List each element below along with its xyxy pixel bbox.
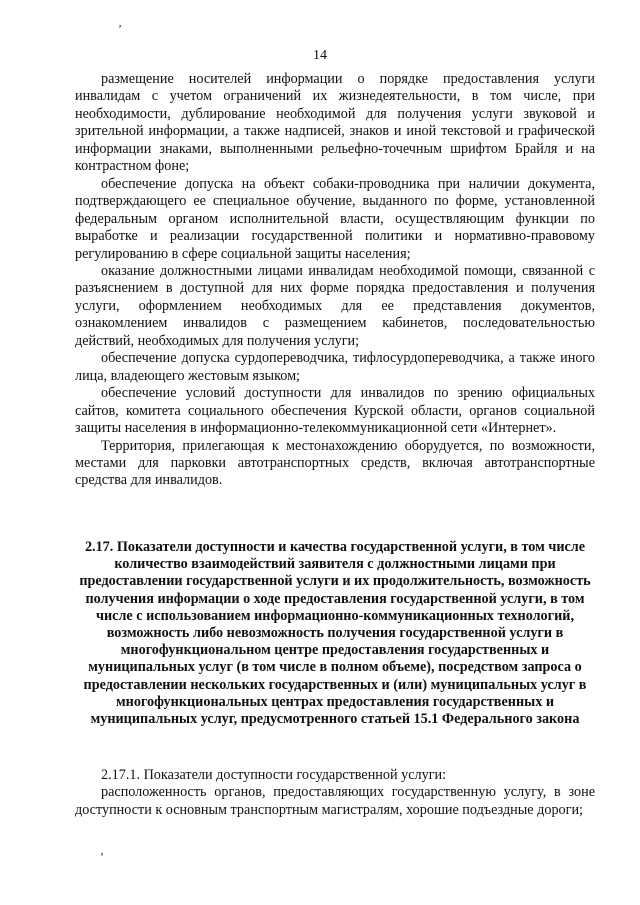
paragraph-assistance: оказание должностными лицами инвалидам необходимой помощи, связанной с разъяснением в доступной для них форме порядка предоставления и получения услуги, оформлением необходимых для ее представления документов, ознакомлением инвалидов с размещением кабинетов, последовательностью действий, необходимых для получения услуги; — [75, 262, 595, 349]
scan-mark: ʼ — [100, 850, 104, 864]
paragraph-interpreter: обеспечение допуска сурдопереводчика, тифлосурдопереводчика, а также иного лица, владеющего жестовым языком; — [75, 350, 595, 384]
paragraph-website-access: обеспечение условий доступности для инвалидов по зрению официальных сайтов, комитета социального обеспечения Курской области, органов социальной защиты населения в информационно-телекоммуникационной сети «Интернет». — [75, 385, 595, 437]
paragraph-signage: размещение носителей информации о порядке предоставления услуги инвалидам с учетом ограничений их жизнедеятельности, в том числе, при необходимости, дублирование необходимой для получения услуги звуковой и зрительной информации, а также надписей, знаков и иной текстовой и графической информации знаками, выполненными рельефно-точечным шрифтом Брайля и на контрастном фоне; — [75, 71, 595, 175]
subsection-text: расположенность органов, предоставляющих государственную услугу, в зоне доступности к основным транспортным магистралям, хорошие подъездные дороги; — [75, 784, 595, 818]
section-heading: 2.17. Показатели доступности и качества государственной услуги, в том числе количество взаимодействий заявителя с должностными лицами при предоставлении государственной услуги и их продолжительность, возможность получения информации о ходе предоставления государственной услуги, в том числе с использованием информационно-коммуникационных технологий, возможность либо невозможность получения государственной услуги в многофункциональном центре предоставления государственных и муниципальных услуг (в том числе в полном объеме), посредством запроса о предоставлении нескольких государственных и (или) муниципальных услуг в многофункциональных центрах предоставления государственных и муниципальных услуг, предусмотренного статьей 15.1 Федерального закона — [79, 539, 591, 728]
subsection — [75, 767, 595, 819]
subsection-title: 2.17.1. Показатели доступности государственной услуги: — [101, 767, 447, 783]
scan-mark: ʼ — [118, 22, 122, 36]
paragraph-guide-dog: обеспечение допуска на объект собаки-проводника при наличии документа, подтверждающего ее специальное обучение, выданного по форме, установленной федеральным органом исполнительной власти, осуществляющим функции по выработке и реализации государственной политики и нормативно-правовому регулированию в сфере социальной защиты населения; — [75, 175, 595, 262]
body-text — [75, 71, 595, 490]
paragraph-parking: Территория, прилегающая к местонахождению оборудуется, по возможности, местами для парковки автотранспортных средств, включая автотранспортные средства для инвалидов. — [75, 437, 595, 489]
page-number: 14 — [313, 48, 327, 63]
